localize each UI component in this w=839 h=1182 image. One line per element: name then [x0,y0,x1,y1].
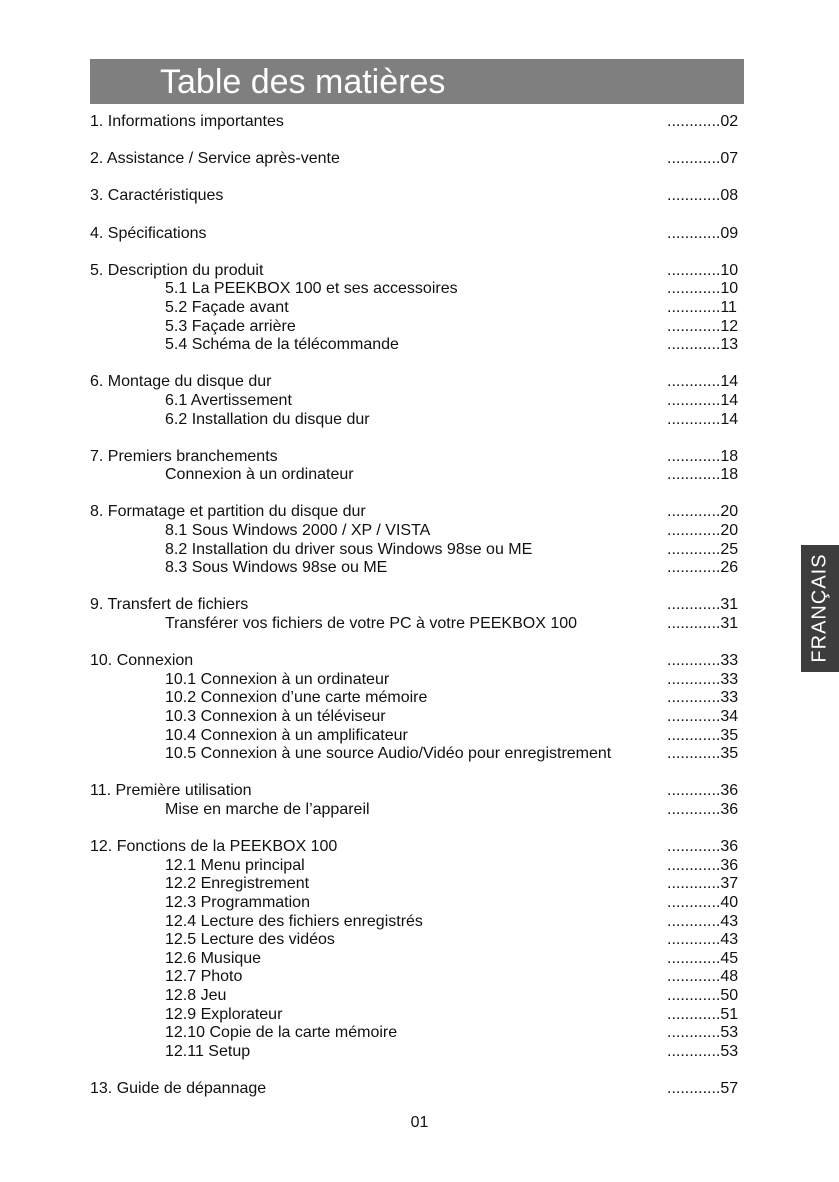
toc-entry-label: 12.2 Enregistrement [165,875,310,893]
toc-subentry[interactable] [90,745,741,764]
toc-subentry[interactable] [90,689,741,708]
toc-entry-label: 12.10 Copie de la carte mémoire [165,1024,398,1042]
toc-entry-label: 12. Fonctions de la PEEKBOX 100 [90,838,338,856]
toc-entry-label: 11. Première utilisation [90,782,252,800]
toc-entry-page: ............57 [667,1079,739,1097]
toc-entry-label: 12.5 Lecture des vidéos [165,931,335,949]
toc-subentry[interactable] [90,1024,741,1043]
toc-entry-page: ............18 [667,466,739,484]
toc-entry[interactable] [90,652,741,671]
toc-subentry[interactable] [90,968,741,987]
toc-entry-page: ............40 [667,893,739,911]
toc-entry-page: ............35 [667,726,739,744]
toc-entry-page: ............53 [667,1024,739,1042]
toc-entry-page: ............11 [667,298,737,316]
toc-entry-label: Connexion à un ordinateur [165,466,354,484]
toc-subentry[interactable] [90,875,741,894]
toc-entry-label: 5.4 Schéma de la télécommande [165,336,399,354]
toc-entry-page: ............43 [667,931,739,949]
page-number: 01 [410,1114,429,1131]
toc-entry-page: ............14 [667,410,739,428]
toc-entry-label: Mise en marche de l’appareil [165,800,370,818]
toc-entry[interactable] [90,782,741,801]
toc-entry-label: 10.2 Connexion d’une carte mémoire [165,689,428,707]
toc-entry-label: 12.8 Jeu [165,986,227,1004]
toc-entry-page: ............18 [667,447,739,465]
toc-gap [90,169,741,188]
toc-entry[interactable] [90,373,741,392]
toc-entry[interactable] [90,448,741,467]
language-tab [801,545,839,672]
toc-entry-label: 10. Connexion [90,652,194,670]
toc-entry[interactable] [90,503,741,522]
toc-entry-page: ............36 [667,838,739,856]
toc-subentry[interactable] [90,392,741,411]
toc-entry[interactable] [90,150,741,169]
toc-entry-label: 12.4 Lecture des fichiers enregistrés [165,912,423,930]
toc-entry[interactable] [90,187,741,206]
toc-subentry[interactable] [90,894,741,913]
toc-entry-label: 1. Informations importantes [90,113,284,130]
toc-entry-label: 13. Guide de dépannage [90,1079,267,1097]
toc-entry-page: ............36 [667,782,739,800]
toc-entry-label: 10.1 Connexion à un ordinateur [165,670,390,688]
toc-gap [90,764,741,783]
toc-subentry[interactable] [90,615,741,634]
toc-subentry[interactable] [90,727,741,746]
toc-subentry[interactable] [90,411,741,430]
toc-entry-label: 4. Spécifications [90,224,207,242]
toc-gap [90,820,741,839]
toc-entry-page: ............33 [667,670,739,688]
toc-entry-page: ............45 [667,949,739,967]
toc-gap [90,485,741,504]
toc-entry-label: 12.3 Programmation [165,893,310,911]
toc-entry-label: 9. Transfert de fichiers [90,596,249,614]
toc-entry-page: ............51 [667,1005,739,1023]
toc-subentry[interactable] [90,466,741,485]
toc-subentry[interactable] [90,1043,741,1062]
toc-entry-page: ............37 [667,875,739,893]
toc-entry-page: ............13 [667,336,739,354]
toc-entry-page: ............50 [667,986,739,1004]
toc-subentry[interactable] [90,1006,741,1025]
toc-subentry[interactable] [90,280,741,299]
toc-entry-label: 6.1 Avertissement [165,391,292,409]
toc-subentry[interactable] [90,559,741,578]
toc-entry-label: 12.11 Setup [165,1042,251,1060]
toc-entry-label: 8.1 Sous Windows 2000 / XP / VISTA [165,522,431,540]
title-bar [90,59,744,104]
toc-entry-label: 12.7 Photo [165,968,243,986]
toc-subentry[interactable] [90,931,741,950]
toc-entry-label: Transférer vos fichiers de votre PC à votre PEEKBOX 100 [165,615,578,633]
toc-gap [90,429,741,448]
toc-entry[interactable] [90,838,741,857]
toc-gap [90,243,741,262]
toc-subentry[interactable] [90,299,741,318]
toc-entry-label: 2. Assistance / Service après-vente [90,150,340,168]
toc-entry-page: ............48 [667,968,739,986]
toc-entry-page: ............53 [667,1042,739,1060]
toc-gap [90,578,741,597]
toc-entry-label: 10.3 Connexion à un téléviseur [165,708,386,725]
toc-entry-label: 12.9 Explorateur [165,1005,283,1023]
toc-entry-label: 3. Caractéristiques [90,187,224,205]
toc-entry[interactable] [90,225,741,244]
toc-gap [90,206,741,225]
toc-gap [90,634,741,653]
toc-entry-page: ............14 [667,391,739,409]
toc-entry-label: 5.3 Façade arrière [165,317,296,335]
toc-entry-label: 5.1 La PEEKBOX 100 et ses accessoires [165,280,458,298]
toc-entry-label: 12.6 Musique [165,949,262,967]
toc-entry-page: ............33 [667,652,739,670]
toc-entry-page: ............26 [667,559,739,577]
toc-entry[interactable] [90,596,741,615]
toc-entry-page: ............34 [667,708,739,725]
toc-subentry[interactable] [90,950,741,969]
toc-entry-page: ............07 [667,150,739,168]
toc-entry[interactable] [90,113,741,132]
toc-subentry[interactable] [90,857,741,876]
toc-entry-label: 7. Premiers branchements [90,447,278,465]
toc-subentry[interactable] [90,987,741,1006]
toc-entry-page: ............02 [667,113,739,130]
toc-entry-label: 8.2 Installation du driver sous Windows 98se ou ME [165,540,533,558]
toc-entry[interactable] [90,262,741,281]
toc-entry-label: 5.2 Façade avant [165,298,289,316]
toc-entry-page: ............10 [667,280,739,298]
toc-subentry[interactable] [90,801,741,820]
toc-entry-page: ............36 [667,800,739,818]
toc-entry-page: ............33 [667,689,739,707]
toc-entry-page: ............31 [667,615,739,633]
toc-entry-label: 5. Description du produit [90,261,264,279]
toc-gap [90,1061,741,1080]
toc-entry-label: 6.2 Installation du disque dur [165,410,370,428]
toc-entry-page: ............14 [667,373,739,391]
table-of-contents [90,113,741,1098]
toc-subentry[interactable] [90,708,741,727]
toc-entry[interactable] [90,1080,741,1099]
toc-entry-page: ............09 [667,224,739,242]
toc-entry-label: 12.1 Menu principal [165,856,305,874]
toc-entry-page: ............36 [667,856,739,874]
toc-entry-label: 10.5 Connexion à une source Audio/Vidéo pour enregistrement [165,745,612,763]
language-tab-label: FRANÇAIS [808,553,831,663]
toc-entry-page: ............10 [667,261,739,279]
toc-gap [90,355,741,374]
toc-subentry[interactable] [90,671,741,690]
toc-subentry[interactable] [90,318,741,337]
page-title: Table des matières [160,63,446,101]
toc-entry-label: 10.4 Connexion à un amplificateur [165,726,408,744]
toc-entry-label: 6. Montage du disque dur [90,373,272,391]
toc-entry-page: ............12 [667,317,739,335]
toc-entry-page: ............20 [667,503,739,521]
toc-entry-page: ............35 [667,745,739,763]
toc-gap [90,132,741,151]
toc-subentry[interactable] [90,541,741,560]
toc-entry-page: ............43 [667,912,739,930]
toc-entry-page: ............20 [667,522,739,540]
toc-entry-page: ............25 [667,540,739,558]
toc-entry-label: 8. Formatage et partition du disque dur [90,503,366,521]
toc-entry-label: 8.3 Sous Windows 98se ou ME [165,559,388,577]
toc-subentry[interactable] [90,336,741,355]
toc-subentry[interactable] [90,522,741,541]
toc-entry-page: ............08 [667,187,739,205]
toc-entry-page: ............31 [667,596,739,614]
toc-subentry[interactable] [90,913,741,932]
